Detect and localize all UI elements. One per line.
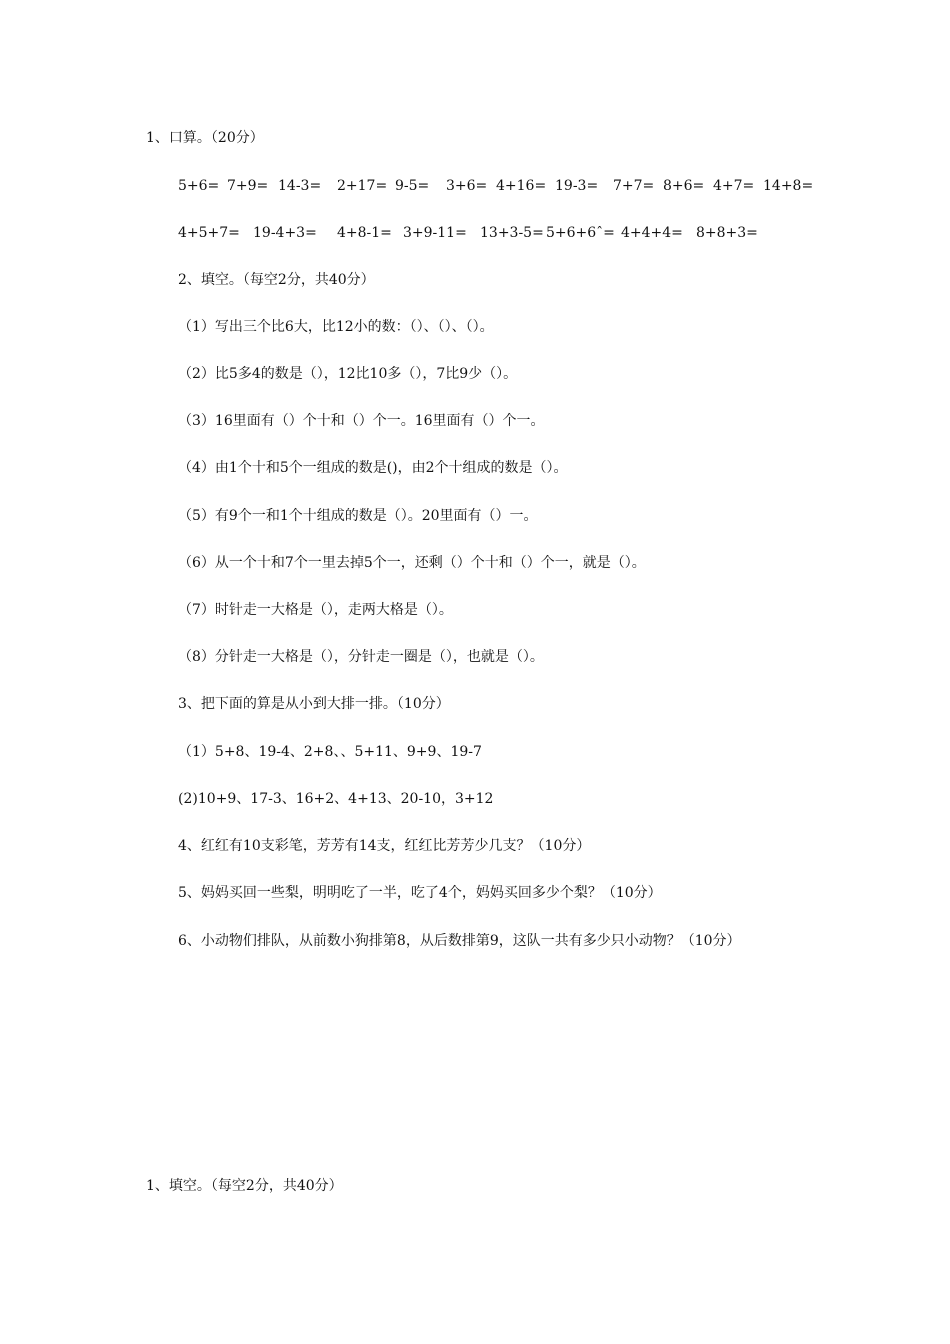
fill-item-8: （8）分针走一大格是（），分针走一圈是（），也就是（）。 bbox=[178, 649, 544, 665]
exercise: 5+6= bbox=[178, 178, 220, 194]
fill-item-5: （5）有9个一和1个十组成的数是（）。20里面有（）一。 bbox=[178, 508, 538, 524]
exercise: 4+7= bbox=[713, 178, 755, 194]
exercise: 3+6= bbox=[446, 178, 488, 194]
exercise: 4+5+7= bbox=[178, 225, 240, 241]
exercise: 19-4+3= bbox=[253, 225, 317, 241]
sort-item-2: (2)10+9、17-3、16+2、4+13、20-10，3+12 bbox=[178, 791, 494, 807]
exercise: 4+8-1= bbox=[337, 225, 392, 241]
sort-item-1: （1）5+8、19-4、2+8、、5+11、9+9、19-7 bbox=[178, 744, 482, 760]
fill-item-4: （4）由1个十和5个一组成的数是()，由2个十组成的数是（）。 bbox=[178, 460, 568, 476]
fill-item-7: （7）时针走一大格是（），走两大格是（）。 bbox=[178, 602, 453, 618]
exercise: 5+6+6ˆ= bbox=[546, 225, 615, 241]
footer-section-title: 1、填空。（每空2分，共40分） bbox=[146, 1178, 343, 1194]
question-6: 6、小动物们排队，从前数小狗排第8，从后数排第9，这队一共有多少只小动物？（10分） bbox=[178, 933, 741, 949]
exercise: 8+6= bbox=[663, 178, 705, 194]
section1-title: 1、口算。（20分） bbox=[146, 130, 264, 146]
exercise: 14-3= bbox=[278, 178, 322, 194]
question-4: 4、红红有10支彩笔，芳芳有14支，红红比芳芳少几支？（10分） bbox=[178, 838, 591, 854]
exercise: 3+9-11= bbox=[403, 225, 467, 241]
fill-item-2: （2）比5多4的数是（），12比10多（），7比9少（）。 bbox=[178, 366, 518, 382]
fill-item-6: （6）从一个十和7个一里去掉5个一，还剩（）个十和（）个一，就是（）。 bbox=[178, 555, 646, 571]
section2-title: 2、填空。（每空2分，共40分） bbox=[178, 272, 375, 288]
exercise: 7+9= bbox=[227, 178, 269, 194]
exercise: 14+8= bbox=[763, 178, 814, 194]
exercise: 19-3= bbox=[555, 178, 599, 194]
exercise: 2+17= bbox=[337, 178, 388, 194]
exercise: 4+4+4= bbox=[621, 225, 683, 241]
exercise: 8+8+3= bbox=[696, 225, 758, 241]
exercise: 13+3-5= bbox=[480, 225, 544, 241]
exercise: 7+7= bbox=[613, 178, 655, 194]
fill-item-3: （3）16里面有（）个十和（）个一。16里面有（）个一。 bbox=[178, 413, 545, 429]
exercise: 4+16= bbox=[496, 178, 547, 194]
question-5: 5、妈妈买回一些梨，明明吃了一半，吃了4个，妈妈买回多少个梨？（10分） bbox=[178, 885, 662, 901]
fill-item-1: （1）写出三个比6大，比12小的数：（）、（）、（）。 bbox=[178, 319, 494, 335]
exercise: 9-5= bbox=[395, 178, 430, 194]
section3-title: 3、把下面的算是从小到大排一排。（10分） bbox=[178, 696, 450, 712]
